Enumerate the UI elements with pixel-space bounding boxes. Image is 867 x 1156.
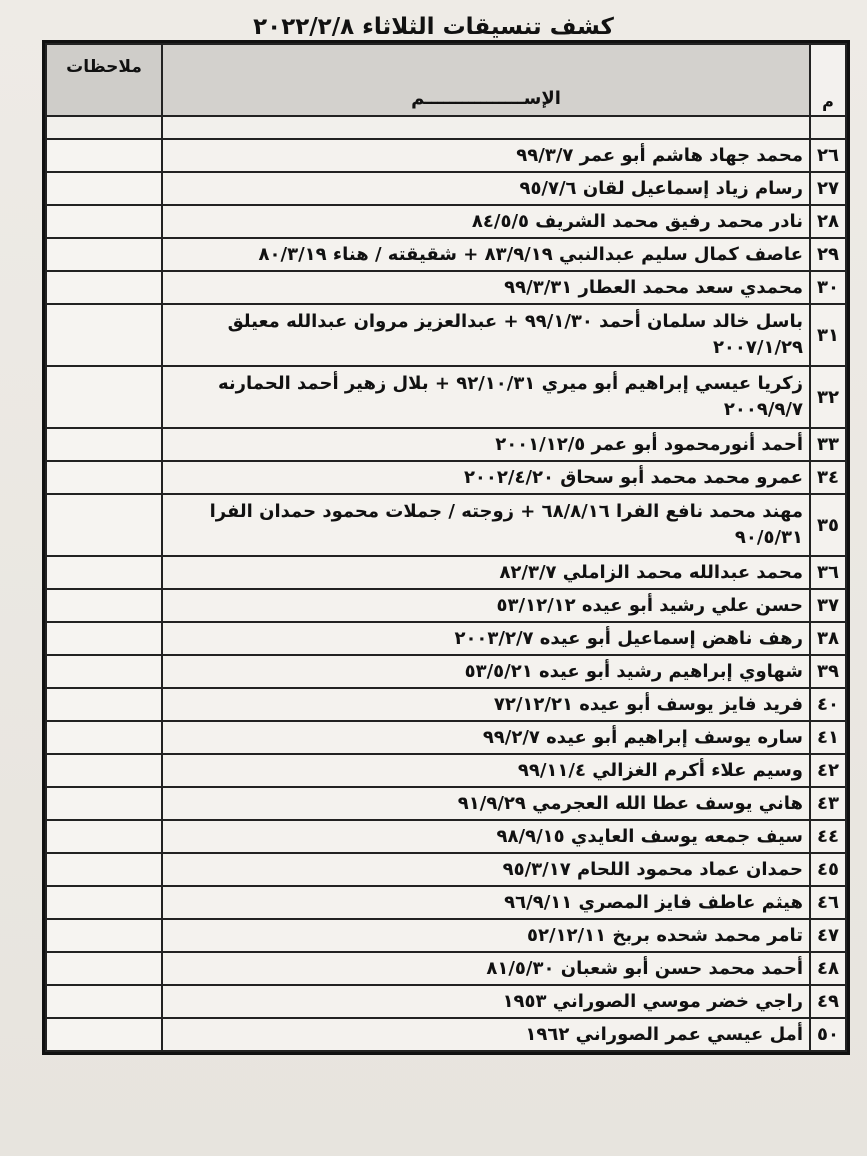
row-number: ٣٤ [810, 461, 846, 494]
row-number: ٣١ [810, 304, 846, 366]
row-name: محمد جهاد هاشم أبو عمر ٩٩/٣/٧ [162, 139, 810, 172]
row-name: محمدي سعد محمد العطار ٩٩/٣/٣١ [162, 271, 810, 304]
row-notes [46, 985, 162, 1018]
table-row [46, 366, 846, 428]
row-notes [46, 787, 162, 820]
row-name: مهند محمد نافع الفرا ٦٨/٨/١٦ + زوجته / جملات محمود حمدان الفرا ٩٠/٥/٣١ [162, 494, 810, 556]
row-notes [46, 139, 162, 172]
row-notes [46, 589, 162, 622]
row-notes [46, 820, 162, 853]
row-number: ٤٨ [810, 952, 846, 985]
row-number: ٤٤ [810, 820, 846, 853]
table-row [46, 952, 846, 985]
row-notes [46, 494, 162, 556]
row-number: ٢٨ [810, 205, 846, 238]
row-notes [46, 238, 162, 271]
row-name: ساره يوسف إبراهيم أبو عيده ٩٩/٢/٧ [162, 721, 810, 754]
row-number: ٢٧ [810, 172, 846, 205]
row-notes [46, 853, 162, 886]
table-row [46, 494, 846, 556]
table-row [46, 556, 846, 589]
table-row [46, 787, 846, 820]
row-notes [46, 172, 162, 205]
page-title: كشف تنسيقات الثلاثاء ٢٠٢٢/٢/٨ [253, 14, 614, 40]
table-header-row [46, 44, 846, 116]
row-notes [46, 271, 162, 304]
table-row [46, 721, 846, 754]
blank-row [46, 116, 846, 139]
table-row [46, 1018, 846, 1051]
table-row [46, 919, 846, 952]
row-name: رهف ناهض إسماعيل أبو عيده ٢٠٠٣/٢/٧ [162, 622, 810, 655]
row-name: شهاوي إبراهيم رشيد أبو عيده ٥٣/٥/٢١ [162, 655, 810, 688]
row-number: ٤٠ [810, 688, 846, 721]
row-name: أمل عيسي عمر الصوراني ١٩٦٢ [162, 1018, 810, 1051]
header-number: م [810, 44, 846, 116]
row-notes [46, 205, 162, 238]
table-row [46, 853, 846, 886]
row-notes [46, 754, 162, 787]
blank-cell [46, 116, 162, 139]
header-name: الإســــــــــــــــم [162, 44, 810, 116]
row-name: راجي خضر موسي الصوراني ١٩٥٣ [162, 985, 810, 1018]
row-number: ٣٨ [810, 622, 846, 655]
row-number: ٤٥ [810, 853, 846, 886]
row-name: أحمد محمد حسن أبو شعبان ٨١/٥/٣٠ [162, 952, 810, 985]
row-notes [46, 886, 162, 919]
row-name: زكريا عيسي إبراهيم أبو ميري ٩٢/١٠/٣١ + بلال زهير أحمد الحمارنه ٢٠٠٩/٩/٧ [162, 366, 810, 428]
row-number: ٤٣ [810, 787, 846, 820]
header-notes: ملاحظات [46, 44, 162, 116]
row-number: ٣٩ [810, 655, 846, 688]
table-row [46, 985, 846, 1018]
table-row [46, 589, 846, 622]
row-name: أحمد أنورمحمود أبو عمر ٢٠٠١/١٢/٥ [162, 428, 810, 461]
row-notes [46, 919, 162, 952]
table-row [46, 461, 846, 494]
table-row [46, 820, 846, 853]
row-notes [46, 622, 162, 655]
row-number: ٣٣ [810, 428, 846, 461]
row-name: تامر محمد شحده بربخ ٥٢/١٢/١١ [162, 919, 810, 952]
row-number: ٣٧ [810, 589, 846, 622]
row-number: ٢٩ [810, 238, 846, 271]
row-notes [46, 556, 162, 589]
table-row [46, 238, 846, 271]
row-notes [46, 721, 162, 754]
row-notes [46, 655, 162, 688]
table-row [46, 304, 846, 366]
row-name: حمدان عماد محمود اللحام ٩٥/٣/١٧ [162, 853, 810, 886]
table-row [46, 172, 846, 205]
row-name: باسل خالد سلمان أحمد ٩٩/١/٣٠ + عبدالعزيز مروان عبدالله معيلق ٢٠٠٧/١/٢٩ [162, 304, 810, 366]
row-name: حسن علي رشيد أبو عيده ٥٣/١٢/١٢ [162, 589, 810, 622]
table-row [46, 271, 846, 304]
row-notes [46, 366, 162, 428]
row-number: ٤٦ [810, 886, 846, 919]
table-row [46, 655, 846, 688]
row-name: محمد عبدالله محمد الزاملي ٨٢/٣/٧ [162, 556, 810, 589]
table-row [46, 886, 846, 919]
row-number: ٤٩ [810, 985, 846, 1018]
blank-cell [810, 116, 846, 139]
row-name: فريد فايز يوسف أبو عيده ٧٢/١٢/٢١ [162, 688, 810, 721]
row-name: سيف جمعه يوسف العايدي ٩٨/٩/١٥ [162, 820, 810, 853]
row-notes [46, 952, 162, 985]
row-name: نادر محمد رفيق محمد الشريف ٨٤/٥/٥ [162, 205, 810, 238]
table-row [46, 205, 846, 238]
row-number: ٥٠ [810, 1018, 846, 1051]
row-notes [46, 304, 162, 366]
coordination-sheet [42, 40, 850, 1055]
row-number: ٤٢ [810, 754, 846, 787]
row-number: ٤١ [810, 721, 846, 754]
row-notes [46, 688, 162, 721]
row-name: وسيم علاء أكرم الغزالي ٩٩/١١/٤ [162, 754, 810, 787]
table-row [46, 139, 846, 172]
row-number: ٤٧ [810, 919, 846, 952]
row-name: عاصف كمال سليم عبدالنبي ٨٣/٩/١٩ + شقيقته / هناء ٨٠/٣/١٩ [162, 238, 810, 271]
table-row [46, 622, 846, 655]
row-notes [46, 428, 162, 461]
row-name: هاني يوسف عطا الله العجرمي ٩١/٩/٢٩ [162, 787, 810, 820]
table-row [46, 428, 846, 461]
row-name: رسام زياد إسماعيل لقان ٩٥/٧/٦ [162, 172, 810, 205]
row-number: ٢٦ [810, 139, 846, 172]
row-number: ٣٦ [810, 556, 846, 589]
blank-cell [162, 116, 810, 139]
table-row [46, 754, 846, 787]
row-notes [46, 461, 162, 494]
row-name: هيثم عاطف فايز المصري ٩٦/٩/١١ [162, 886, 810, 919]
row-notes [46, 1018, 162, 1051]
table-row [46, 688, 846, 721]
row-name: عمرو محمد محمد أبو سحاق ٢٠٠٢/٤/٢٠ [162, 461, 810, 494]
row-number: ٣٥ [810, 494, 846, 556]
names-table [45, 43, 847, 1052]
row-number: ٣٠ [810, 271, 846, 304]
row-number: ٣٢ [810, 366, 846, 428]
